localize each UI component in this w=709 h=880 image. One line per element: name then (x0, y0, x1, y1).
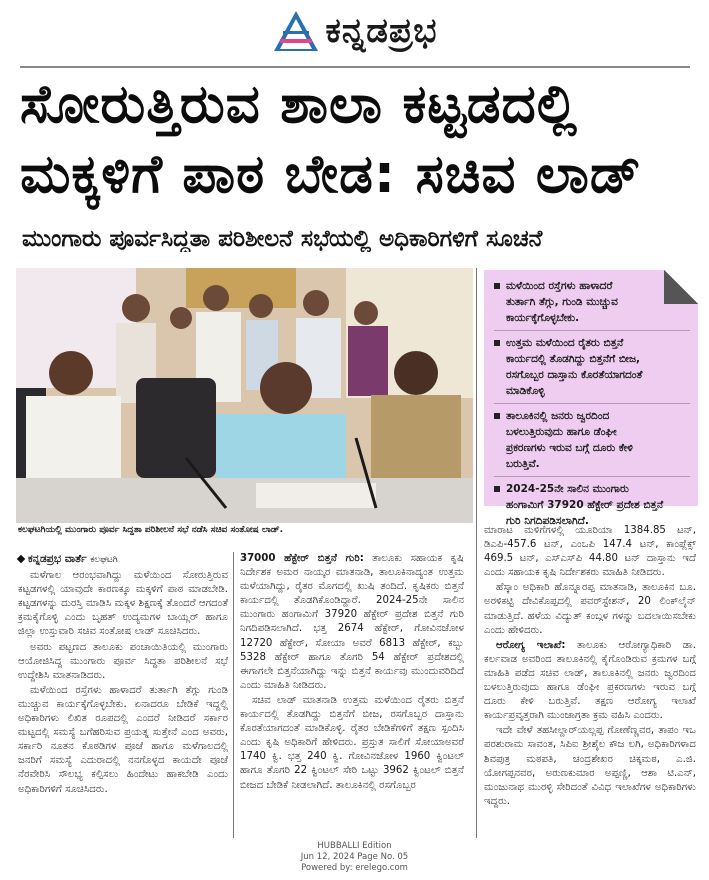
highlight-item: ಮಳೆಯಿಂದ ರಸ್ತೆಗಳು ಹಾಳಾದರೆ ತುರ್ತಾಗಿ ತೆಗ್ಗು, ಗುಂಡಿ ಮುಚ್ಚುವ ಕಾರ್ಯಕ್ಕೆಗೊಳ್ಳಬೇಕು. (494, 278, 690, 331)
highlight-item: ತಾಲೂಕಿನಲ್ಲಿ ಜನರು ಜ್ವರದಿಂದ ಬಳಲುತ್ತಿರುವುದು ಹಾಗೂ ಡೆಂಘೀ ಪ್ರಕರಣಗಳು ಇರುವ ಬಗ್ಗೆ ದೂರು ಕೇಳಿ ಬರುತ್ತಿವೆ. (494, 408, 690, 477)
date-page-label: Jun 12, 2024 Page No. 05 (300, 852, 409, 862)
article-paragraph: ಮಾರಾಟ ಮಳಿಗೆಗಳಲ್ಲಿ ಯೂರಿಯಾ 1384.85 ಟನ್, ಡಿಎಪಿ-457.6 ಟನ್, ಎಂಒಪಿ 147.4 ಟನ್, ಕಾಂಪ್ಲೆಕ್ಸ್ 469.5 ಟನ್, ಎಸ್‌ಎಸ್‌ಪಿ 44.80 ಟನ್ ದಾಸ್ತಾನು ಇದೆ ಎಂದು ಸಹಾಯಕ ಕೃಷಿ ನಿರ್ದೇಶಕರು ಮಾಹಿತಿ ನೀಡಿದರು. (484, 525, 696, 579)
section-lead: ಆರೋಗ್ಯ ಇಲಾಖೆ: (496, 639, 566, 651)
byline-bullet-icon (17, 555, 25, 563)
article-paragraph: ಮಳೆಗಾಲ ಆರಂಭವಾಗಿದ್ದು ಮಳೆಯಿಂದ ಸೋರುತ್ತಿರುವ ಕಟ್ಟಡಗಳಲ್ಲಿ ಯಾವುದೇ ಕಾರಣಕ್ಕೂ ಮಕ್ಕಳಿಗೆ ಪಾಠ ಮಾಡಬೇಡಿ. ಕಟ್ಟಡಗಳನ್ನು ದುರಸ್ತಿ ಮಾಡಿಸಿ ಮಕ್ಕಳ ಶಿಕ್ಷಣಕ್ಕೆ ತೊಂದರೆ ಆಗದಂತೆ ಕ್ರಮಕೈಗೊಳ್ಳಿ ಎಂದು ಬೃಹತ್ ಉದ್ಯಮಗಳ ಬಾಯ್ಲರ್ ಹಾಗೂ ಜಿಲ್ಲಾ ಉಸ್ತುವಾರಿ ಸಚಿವ ಸಂತೋಷ ಲಾಡ್ ಸೂಚಿಸಿದರು. (18, 570, 228, 638)
powered-by-label: Powered by: erelego.com (301, 863, 408, 873)
photo-caption: ಕಲಘಟಗಿಯಲ್ಲಿ ಮುಂಗಾರು ಪೂರ್ವ ಸಿದ್ಧತಾ ಪರಿಶೀಲನೆ ಸಭೆ ನಡೆಸಿ ಸಚಿವ ಸಂತೋಷ ಲಾಡ್. (18, 525, 283, 535)
subheadline: ಮುಂಗಾರು ಪೂರ್ವಸಿದ್ಧತಾ ಪರಿಶೀಲನೆ ಸಭೆಯಲ್ಲಿ ಅಧಿಕಾರಿಗಳಿಗೆ ಸೂಚನೆ (22, 226, 543, 252)
masthead (0, 0, 709, 62)
article-paragraph: ಸಚಿವ ಲಾಡ್ ಮಾತನಾಡಿ ಉತ್ತಮ ಮಳೆಯಿಂದ ರೈತರು ಬಿತ್ತನೆ ಕಾರ್ಯದಲ್ಲಿ ತೊಡಗಿದ್ದು ಬಿತ್ತನೆಗೆ ಬೀಜ, ರಸಗೊಬ್ಬರ ದಾಸ್ತಾನು ಕೊರತೆಯಾಗದಂತೆ ಮಾಡಿಕೊಳ್ಳಿ. ರೈತರ ಬೇಡಿಕೆಗಳಿಗೆ ತಕ್ಷಣ ಸ್ಪಂದಿಸಿ ಎಂದು ಕೃಷಿ ಅಧಿಕಾರಿಗೆ ಹೇಳಿದರು. ಪ್ರಸ್ತುತ ಸಾಲಿಗೆ ಸೋಯಾಅವರೆ 1740 ಕ್ವಿ. ಭತ್ತ 240 ಕ್ವಿ. ಗೋವಿನಜೋಳ 1960 ಕ್ವಿಂಟಲ್ ಹಾಗೂ ತೊಗರಿ 22 ಕ್ವಿಂಟಲ್ ಸೇರಿ ಒಟ್ಟು 3962 ಕ್ವಿಂಟಲ್ ಬಿತ್ತನೆ ಬೀಜದ ಬೇಡಿಕೆ ನೀಡಲಾಗಿದೆ. ತಾಲೂಕಿನಲ್ಲಿ ರಸಗೊಬ್ಬರ (240, 694, 464, 791)
byline (18, 552, 228, 567)
kannada-prabha-logo-icon (272, 9, 320, 53)
masthead-title: ಕನ್ನಡಪ್ರಭ (325, 11, 438, 51)
article-column-2 (240, 552, 464, 794)
article-paragraph: ತಾಲೂಕು ಸಹಾಯಕ ಕೃಷಿ ನಿರ್ದೇಶಕ ಅಮರ ನಾಯ್ಕರ ಮಾತನಾಡಿ, ತಾಲೂಕಿನಾದ್ಯಂತ ಉತ್ತಮ ಮಳೆಯಾಗಿದ್ದು, ರೈತರ ಮೊಗದಲ್ಲಿ ಖುಷಿ ತಂದಿದೆ. ಕೃಷಿಕರು ಬಿತ್ತನೆ ಕಾರ್ಯದಲ್ಲಿ ತೊಡಗಿಕೊಂಡಿದ್ದಾರೆ. 2024-25ನೇ ಸಾಲಿನ ಮುಂಗಾರು ಹಂಗಾಮಿಗೆ 37920 ಹೆಕ್ಟೇರ್ ಪ್ರದೇಶ ಬಿತ್ತನೆ ಗುರಿ ನಿಗದಿಪಡಿಸಲಾಗಿದೆ. ಭತ್ತ 2674 ಹೆಕ್ಟೇರ್, ಗೋವಿನಜೋಳ 12720 ಹೆಕ್ಟೇರ್, ಸೋಯಾ ಅವರೆ 6813 ಹೆಕ್ಟೇರ್, ಕಬ್ಬು 5328 ಹೆಕ್ಟೇರ್ ಹಾಗೂ ತೊಗರಿ 54 ಹೆಕ್ಟೇರ್ ಪ್ರದೇಶದಲ್ಲಿ ಈಗಾಗಲೇ ಬಿತ್ತನೆಯಾಗಿದ್ದು ಇನ್ನು ಬಿತ್ತನೆ ಕಾರ್ಯವು ಮುಂದುವರಿದಿದೆ ಎಂದು ಮಾಹಿತಿ ನೀಡಿದರು. (240, 553, 464, 691)
column-divider (476, 268, 477, 838)
article-paragraph: ಇದೇ ವೇಳೆ ತಹಸೀಲ್ದಾರ್‌ಯಲ್ಲಪ್ಪ ಗೋಣೆಣ್ಣವರ, ತಾಪಂ ಇಒ ಪರಶುರಾಮ ಸಾವಂತ, ಸಿಪಿಐ ಶ್ರೀಶೈಲ ಕೌಜ ಲಗಿ, ಅಧಿಕಾರಿಗಳಾದ ಶಿವಪುತ್ರ ಮಠಪತಿ, ಚಂದ್ರಶೇಖರ ಚಿಕ್ಕಮಠ, ಎ.ಜಿ. ಯೋಗಪ್ಪನವರ, ಅರುಣಕುಮಾರ ಅಪ್ಪಣ್ಣಿ, ಆಶಾ ಟಿ.ಎನ್, ಮಂಜುನಾಥ ಮುರಳ್ಳಿ ಸೇರಿದಂತೆ ವಿವಿಧ ಇಲಾಖೆಗಳ ಅಧಿಕಾರಿಗಳು ಇದ್ದರು. (484, 725, 696, 807)
article-paragraph: ಮಳೆಯಿಂದ ರಸ್ತೆಗಳು ಹಾಳಾದರೆ ತುರ್ತಾಗಿ ತೆಗ್ಗು ಗುಂಡಿ ಮುಚ್ಚುವ ಕಾರ್ಯಕ್ಕೆಗೊಳ್ಳಬೇಕು. ಏನಾದರೂ ಬೇಡಿಕೆ ಇದ್ದಲ್ಲಿ ಅಧಿಕಾರಿಗಳು ಲಿಖಿತ ರೂಪದಲ್ಲಿ ಎಂದರೆ ನೀಡಿದರೆ ಸರ್ಕಾರ ಮಟ್ಟದಲ್ಲಿ ಸಮಸ್ಯೆ ಬಗೆಹರಿಸುವ ಪ್ರಯತ್ನ ಸುತ್ತೇನೆ ಎಂದ ಅವರು, ಸರ್ಕಾರಿ ನೂತನ ಕೊಠಡಿಗಳ ಪೂಜೆ ಹಾಗೂ ಮಳೆಗಾಲದಲ್ಲಿ ಜನರಿಗೆ ಸಮಸ್ಯೆ ಎದುರಾದಲ್ಲಿ ನನಗೊಳ್ಳದ ಕಾಯದೇ ಪೂಜೆ ನೆರವೇರಿಸಿ ಸೌಲಭ್ಯ ಕಲ್ಪಿಸಲು ಹಿಂದೇಟು ಹಾಕಬೇಡಿ ಎಂದು ಅಧಿಕಾರಿಗಳಿಗೆ ಸೂಚಿಸಿದರು. (18, 684, 228, 795)
article-paragraph: ತಾಲೂಕು ಆರೋಗ್ಯಾಧಿಕಾರಿ ಡಾ. ಕರ್ಲವಾಡ ಅವರಿಂದ ತಾಲೂಕಿನಲ್ಲಿ ಕೈಗೊಂಡಿರುವ ಕ್ರಮಗಳ ಬಗ್ಗೆ ಮಾಹಿತಿ ಪಡೆದ ಸಚಿವ ಲಾಡ್, ತಾಲೂಕಿನಲ್ಲಿ ಜನರು ಜ್ವರದಿಂದ ಬಳಲುತ್ತಿರುವುದು ಹಾಗೂ ಡೆಂಘೀ ಪ್ರಕರಣಗಳು ಇರುವ ಬಗ್ಗೆ ದೂರು ಕೇಳಿ ಬರುತ್ತಿವೆ. ತಕ್ಷಣ ಆರೋಗ್ಯ ಇಲಾಖೆ ಕಾರ್ಯಪ್ರವೃತ್ತರಾಗಿ ಮುಂಜಾಗ್ರತಾ ಕ್ರಮ ವಹಿಸಿ ಎಂದರು. (484, 639, 696, 722)
byline-brand: ಕನ್ನಡಪ್ರಭ ವಾರ್ತೆ (28, 553, 87, 565)
section-lead: 37000 ಹೆಕ್ಟೇರ್ ಬಿತ್ತನೆ ಗುರಿ: (240, 553, 364, 564)
article-column-1 (18, 552, 228, 798)
column-divider (233, 552, 234, 838)
edition-label: HUBBALLI Edition (317, 841, 392, 851)
article-column-3 (484, 524, 696, 810)
headline-line-1: ಸೋರುತ್ತಿರುವ ಶಾಲಾ ಕಟ್ಟಡದಲ್ಲಿ (20, 74, 578, 135)
article-paragraph: ಹೆಸ್ಕಾಂ ಅಧಿಕಾರಿ ಹೊನ್ನೂರಪ್ಪ ಮಾತನಾಡಿ, ತಾಲೂಕಿನ ಬೂ. ಅರಳಿಕಟ್ಟಿ ದೇವಿಕೊಪ್ಪದಲ್ಲಿ ಪವರ್‌ಸ್ಟೇಶನ್, 20 ಲಿಂಕ್‌ಲೈನ್ ಮಾಡುತ್ತಿದೆ. ಹಳೆಯ ವಿದ್ಯುತ್ ಕಂಬ್ಗಳ ಗಳನ್ನು ಬದಲಾಯಿಸಬೇಕು ಎಂದು ಹೇಳಿದರು. (484, 582, 696, 636)
highlights-box (484, 270, 698, 527)
headline (20, 70, 692, 210)
byline-place: ಕಲಘಟಗಿ (90, 555, 118, 565)
article-paragraph: ಅವರು ಪಟ್ಟಣದ ತಾಲೂಕು ಪಂಚಾಯಿತಿಯಲ್ಲಿ ಮುಂಗಾರು ಆಯೋಜಿಸಿದ್ದ ಮುಂಗಾರು ಪೂರ್ವ ಸಿದ್ಧತಾ ಪರಿಶೀಲನೆ ಸಭೆ ಉದ್ದೇಶಿಸಿ ಮಾತನಾಡಿದರು. (18, 641, 228, 681)
page-footer (0, 841, 709, 874)
highlight-item: ಉತ್ತಮ ಮಳೆಯಿಂದ ರೈತರು ಬಿತ್ತನೆ ಕಾರ್ಯದಲ್ಲಿ ತೊಡಗಿದ್ದು ಬಿತ್ತನೆಗೆ ಬೀಜ, ರಸಗೊಬ್ಬರ ದಾಸ್ತಾನು ಕೊರತೆಯಾಗದಂತೆ ಮಾಡಿಕೊಳ್ಳಿ (494, 335, 690, 404)
meeting-photo-illustration (16, 268, 473, 523)
masthead-divider (20, 66, 690, 68)
news-photo (16, 268, 473, 523)
headline-line-2: ಮಕ್ಕಳಿಗೆ ಪಾಠ ಬೇಡ: ಸಚಿವ ಲಾಡ್ (20, 144, 642, 205)
highlight-item: 2024-25ನೇ ಸಾಲಿನ ಮುಂಗಾರು ಹಂಗಾಮಿಗೆ 37920 ಹೆಕ್ಟೇರ್ ಪ್ರದೇಶ ಬಿತ್ತನೆ ಗುರಿ ನಿಗದಿಪಡಿಸಲಾಗಿದೆ. (494, 481, 690, 533)
